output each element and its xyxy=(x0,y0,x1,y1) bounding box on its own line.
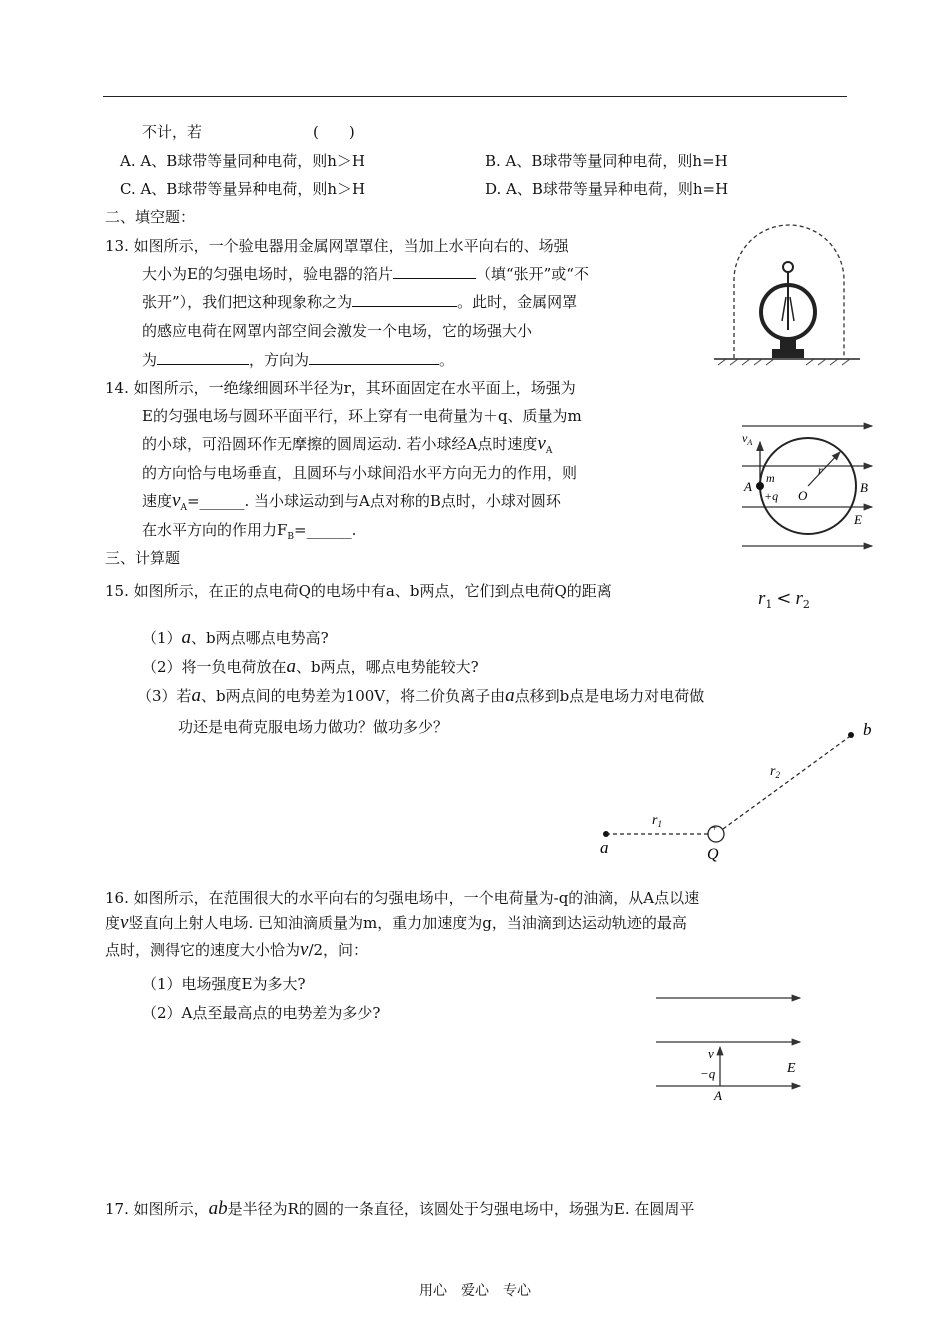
q14-line3: 的小球，可沿圆环作无摩擦的圆周运动. 若小球经A点时速度$v_A$ xyxy=(142,433,553,456)
q15-sub1: （1）a、b两点哪点电势高? xyxy=(142,627,329,648)
q12-answer-paren: ( ) xyxy=(313,123,355,141)
q14-line4: 的方向恰与电场垂直，且圆环与小球间沿水平方向无力的作用，则 xyxy=(142,464,578,482)
fig15-r1-label: $r_1$ xyxy=(652,813,662,829)
point-charge-figure xyxy=(590,715,880,865)
fig16-E-label: E xyxy=(787,1061,796,1076)
page-footer: 用心 爱心 专心 xyxy=(419,1283,531,1299)
header-rule xyxy=(103,96,847,97)
fig14-E-label: E xyxy=(854,512,862,527)
fig14-q-label: +q xyxy=(764,489,779,503)
q13-blank4 xyxy=(309,350,439,365)
q17-line1: 17. 如图所示，ab是半径为R的圆的一条直径，该圆处于匀强电场中，场强为E. 在圆周平 xyxy=(105,1198,695,1219)
fig15-a-label: a xyxy=(600,838,609,857)
q15-sub3-cont: 功还是电荷克服电场力做功？做功多少？ xyxy=(178,718,449,736)
section-calculation: 三、计算题 xyxy=(105,549,181,567)
fig14-B-label: B xyxy=(860,480,868,495)
q13-blank1 xyxy=(393,264,476,279)
q12-continuation: 不计，若 xyxy=(142,123,203,141)
q15-r1-lt-r2: $r_1 < r_2$ xyxy=(758,588,810,611)
electroscope-figure xyxy=(712,225,862,365)
fig14-m-label: m xyxy=(766,471,775,485)
section-fill-blank: 二、填空题： xyxy=(105,208,196,226)
q16-sub1: （1）电场强度E为多大? xyxy=(142,975,306,993)
q12-option-b: B. A、B球带等量同种电荷，则h=H xyxy=(485,152,728,170)
q13-line2: 大小为E的匀强电场时，验电器的箔片 （填“张开”或“不 xyxy=(142,265,589,283)
q12-option-d: D. A、B球带等量异种电荷，则h=H xyxy=(485,180,729,198)
q13-blank3 xyxy=(157,350,249,365)
q16-line2: 度v竖直向上射人电场. 已知油滴质量为m，重力加速度为g，当油滴到达运动轨迹的最高 xyxy=(105,912,687,933)
fig16-v-label: v xyxy=(708,1046,714,1061)
q15-line1: 15. 如图所示，在正的点电荷Q的电场中有a、b两点，它们到点电荷Q的距离 xyxy=(105,582,612,600)
q13-line3: 张开”），我们把这种现象称之为 。此时，金属网罩 xyxy=(142,293,578,311)
fig16-q-label: −q xyxy=(700,1066,716,1081)
q15-sub3: （3）若a、b两点间的电势差为100V，将二价负离子由a点移到b点是电场力对电荷做 xyxy=(137,685,705,706)
q13-line5: 为 ，方向为 。 xyxy=(142,351,455,369)
q16-line1: 16. 如图所示，在范围很大的水平向右的匀强电场中，一个电荷量为-q的油滴，从A点以速 xyxy=(105,889,700,907)
q14-line5: 速度$v_A=\_\_\_\_\_\_$. 当小球运动到与A点对称的B点时，小球对圆环 xyxy=(142,490,561,513)
q12-option-c: C. A、B球带等量异种电荷，则h＞H xyxy=(120,180,366,198)
q13-line1: 13. 如图所示，一个验电器用金属网罩罩住，当加上水平向右的、场强 xyxy=(105,237,569,255)
oil-drop-figure xyxy=(650,990,810,1102)
svg-text:+: + xyxy=(712,823,718,833)
fig14-r-label: r xyxy=(818,463,823,477)
q16-sub2: （2）A点至最高点的电势差为多少? xyxy=(142,1004,381,1022)
fig14-vA-label: $v_A$ xyxy=(742,431,753,447)
fig14-A-label: A xyxy=(744,479,752,494)
ring-field-figure xyxy=(740,420,875,550)
q15-sub2: （2）将一负电荷放在a、b两点，哪点电势能较大? xyxy=(142,656,479,677)
q16-line3: 点时，测得它的速度大小恰为v/2，问： xyxy=(105,939,369,960)
q12-option-a: A. A、B球带等量同种电荷，则h＞H xyxy=(120,152,365,170)
fig14-O-label: O xyxy=(798,488,808,503)
q13-blank2 xyxy=(352,292,457,307)
fig15-Q-label: Q xyxy=(707,846,719,863)
q14-line2: E的匀强电场与圆环平面平行，环上穿有一电荷量为＋q、质量为m xyxy=(142,407,582,425)
fig16-A-label: A xyxy=(714,1088,722,1103)
q14-line1: 14. 如图所示，一绝缘细圆环半径为r，其环面固定在水平面上，场强为 xyxy=(105,379,576,397)
q13-line4: 的感应电荷在网罩内部空间会激发一个电场，它的场强大小 xyxy=(142,322,533,340)
fig15-r2-label: $r_2$ xyxy=(770,764,780,780)
fig15-b-label: b xyxy=(863,720,872,739)
q14-line6: 在水平方向的作用力$F_B=\_\_\_\_\_\_$. xyxy=(142,521,357,542)
